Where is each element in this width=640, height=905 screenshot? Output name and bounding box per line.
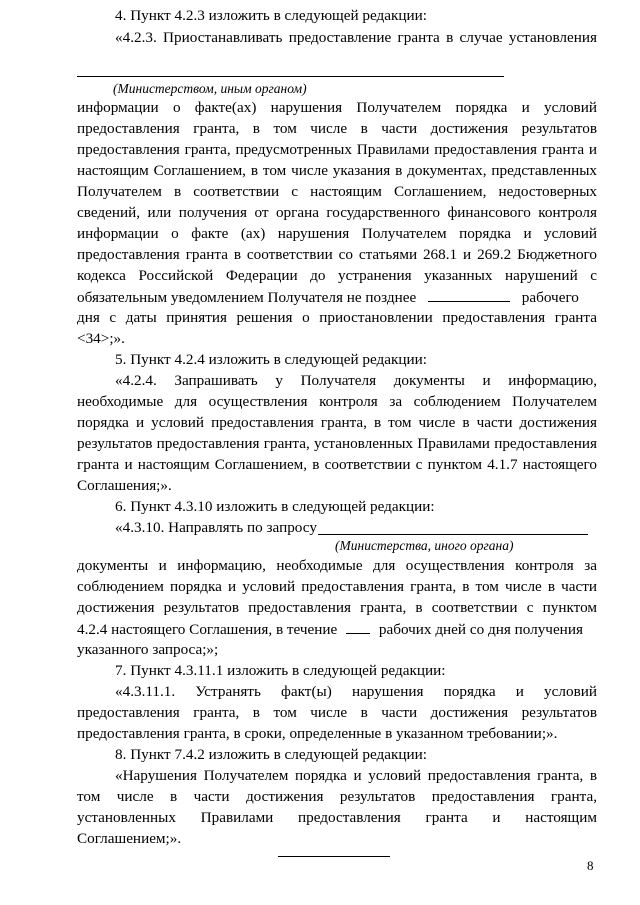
paragraph-first-line: «4.2.3. Приостанавливать предоставление гранта в случае установления	[115, 29, 597, 46]
underline-note: (Министерства, иного органа)	[335, 538, 514, 553]
text-line: предоставления гранта в соответствии со статьями 268.1 и 269.2 Бюджетного	[77, 246, 597, 263]
text-fragment: рабочих дней со дня получения	[378, 621, 583, 638]
fill-in-blank	[428, 287, 510, 302]
text-line: документы и информацию, необходимые для осуществления контроля за	[77, 557, 597, 574]
text-fragment: рабочего	[521, 289, 579, 306]
text-line: гранта и настоящим Соглашением, в соответствии с пунктом 4.1.7 настоящего	[77, 456, 597, 473]
text-line: «4.3.10. Направлять по запросу	[115, 519, 317, 536]
text-line: «4.3.11.1. Устранять факт(ы) нарушения порядка и условий	[115, 683, 597, 700]
text-line: том числе в части достижения результатов предоставления гранта,	[77, 788, 597, 805]
separator-line	[278, 856, 390, 857]
text-line: «4.2.4. Запрашивать у Получателя документы и информацию,	[115, 372, 597, 389]
item-heading-5: 5. Пункт 4.2.4 изложить в следующей редакции:	[115, 351, 428, 368]
text-line: предоставления гранта, в сроки, определенные в указанном требовании;».	[77, 725, 558, 742]
fill-in-line	[77, 76, 504, 77]
text-line: кодекса Российской Федерации до устранения указанных нарушений с	[77, 267, 597, 284]
text-line: дня с даты принятия решения о приостановлении предоставления гранта	[77, 309, 597, 326]
text-line: порядка и условий предоставления гранта, в том числе в части достижения	[77, 414, 597, 431]
text-line: необходимые для осуществления контроля за соблюдением Получателем	[77, 393, 597, 410]
item-heading-7: 7. Пункт 4.3.11.1 изложить в следующей редакции:	[115, 662, 446, 679]
fill-in-line	[318, 534, 588, 535]
text-line: предоставления гранта, в том числе в части достижения результатов	[77, 120, 597, 137]
text-line: предоставления гранта, предусмотренных Правилами предоставления гранта и	[77, 141, 597, 158]
text-line: установленных Правилами предоставления гранта и настоящим	[77, 809, 597, 826]
text-line: указанного запроса;»;	[77, 641, 219, 658]
text-line: сведений, или получения от органа государственного финансового контроля	[77, 204, 597, 221]
text-line: достижения результатов предоставления гранта, в соответствии с пунктом	[77, 599, 597, 616]
text-line: информации о факте(ах) нарушения Получателем порядка и условий	[77, 99, 597, 116]
page-number: 8	[587, 858, 594, 873]
text-line: настоящим Соглашением, в том числе указания в документах, представленных	[77, 162, 597, 179]
text-fragment: 4.2.4 настоящего Соглашения, в течение	[77, 621, 338, 638]
text-line: <34>;».	[77, 330, 125, 347]
fill-in-blank	[346, 619, 370, 634]
item-heading-4: 4. Пункт 4.2.3 изложить в следующей редакции:	[115, 7, 428, 24]
text-fragment: обязательным уведомлением Получателя не позднее	[77, 289, 417, 306]
text-line: предоставления гранта, в том числе в части достижения результатов	[77, 704, 597, 721]
text-line	[77, 619, 597, 639]
underline-note: (Министерством, иным органом)	[113, 81, 307, 96]
text-line: соблюдением порядка и условий предоставления гранта, в том числе в части	[77, 578, 597, 595]
text-line	[77, 287, 597, 307]
text-line: информации о факте (ах) нарушения Получателем порядка и условий	[77, 225, 597, 242]
text-line: Соглашением;».	[77, 830, 182, 847]
text-line: Соглашения;».	[77, 477, 172, 494]
item-heading-6: 6. Пункт 4.3.10 изложить в следующей редакции:	[115, 498, 435, 515]
text-line: Получателем в соответствии с настоящим Соглашением, недостоверных	[77, 183, 597, 200]
item-heading-8: 8. Пункт 7.4.2 изложить в следующей редакции:	[115, 746, 428, 763]
text-line: результатов предоставления гранта, установленных Правилами предоставления	[77, 435, 597, 452]
text-line: «Нарушения Получателем порядка и условий предоставления гранта, в	[115, 767, 597, 784]
